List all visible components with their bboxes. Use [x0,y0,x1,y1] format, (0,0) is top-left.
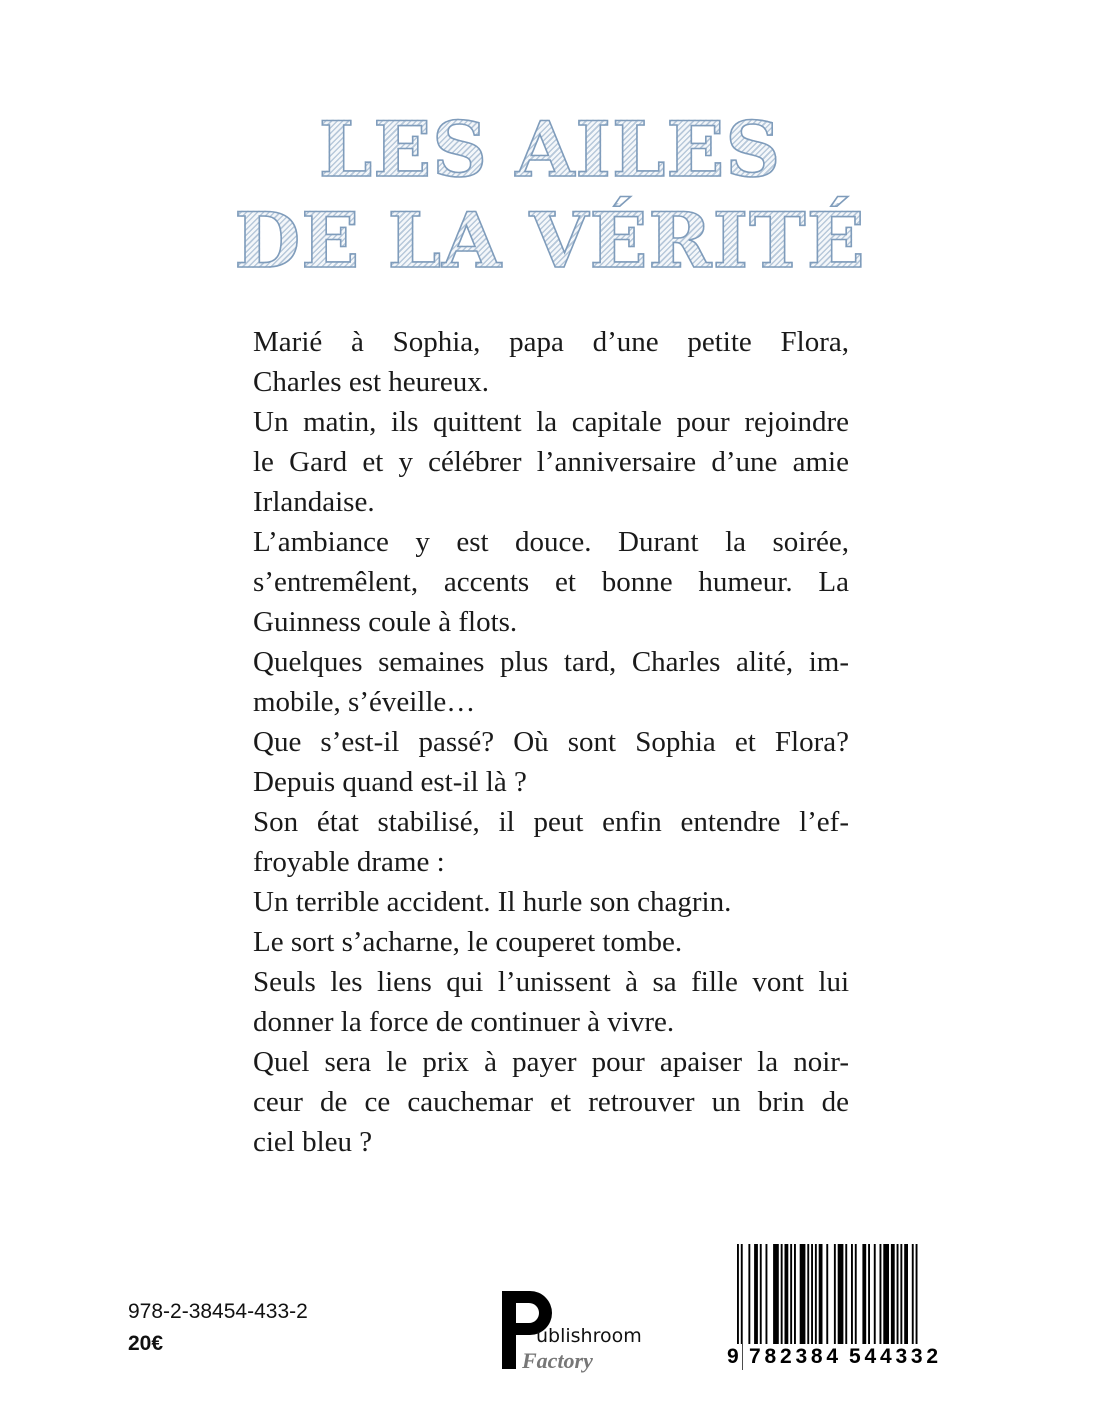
logo-name: ublishroom [536,1325,642,1347]
barcode-bar [838,1244,844,1344]
barcode-bar [766,1244,768,1344]
blurb-line: Un terrible accident. Il hurle son chagrin. [253,886,732,918]
blurb-line: ceur de ce cauchemar et retrouver un brin de [253,1086,849,1118]
blurb-line: Quel sera le prix à payer pour apaiser la noir- [253,1046,849,1078]
blurb-line: Marié à Sophia, papa d’une petite Flora, [253,326,849,358]
book-title-line-1: LES AILES [0,112,1100,188]
book-title-line-2: DE LA VÉRITÉ [0,203,1100,279]
barcode-bar [748,1244,750,1344]
barcode-bar [754,1244,758,1344]
blurb-line: Irlandaise. [253,486,375,518]
blurb-line: Que s’est-il passé? Où sont Sophia et Flora? [253,726,849,758]
logo-sub: Factory [522,1348,593,1373]
barcode-bar [794,1244,796,1344]
barcode-bar [891,1244,895,1344]
barcode-bar [868,1244,870,1344]
barcode-bar [807,1244,809,1344]
barcode-bar [855,1244,857,1344]
barcode-bar [781,1244,783,1344]
barcode-right-group: 544332 [849,1345,942,1368]
blurb-line: le Gard et y célébrer l’anniversaire d’une amie [253,446,849,478]
barcode-left-group: 782384 [749,1345,842,1368]
isbn-number: 978-2-38454-433-2 [128,1300,308,1323]
blurb-line: Seuls les liens qui l’unissent à sa fille vont lui [253,966,849,998]
blurb-line: donner la force de continuer à vivre. [253,1006,675,1038]
blurb-line: Guinness coule à flots. [253,606,518,638]
blurb-line: Charles est heureux. [253,366,489,398]
blurb-line: froyable drame : [253,846,445,878]
blurb-line: L’ambiance y est douce. Durant la soirée, [253,526,849,558]
barcode-bar [760,1244,762,1344]
publisher-logo [500,1285,640,1380]
barcode-bar [834,1244,836,1344]
barcode-bar [811,1244,813,1344]
blurb-line: ciel bleu ? [253,1126,373,1158]
barcode-bar [897,1244,899,1344]
blurb-line: mobile, s’éveille… [253,686,476,718]
barcode-bar [815,1244,817,1344]
barcode-bar [845,1244,847,1344]
back-cover-blurb [253,322,849,1162]
blurb-line: Son état stabilisé, il peut enfin entendre l’ef- [253,806,849,838]
blurb-line: Le sort s’acharne, le couperet tombe. [253,926,683,958]
barcode-bar [874,1244,876,1344]
barcode-bar [912,1244,914,1344]
isbn-barcode [727,1240,950,1380]
barcode-bar [883,1244,889,1344]
barcode-bar [800,1244,806,1344]
barcode-bar [851,1244,853,1344]
blurb-line: Un matin, ils quittent la capitale pour rejoindre [253,406,849,438]
barcode-first-digit: 9 [727,1345,743,1368]
barcode-bar [904,1244,908,1344]
blurb-line: Depuis quand est-il là ? [253,766,527,798]
barcode-bar [785,1244,789,1344]
barcode-bar [790,1244,792,1344]
barcode-bar [880,1244,882,1344]
barcode-bar [862,1244,866,1344]
blurb-line: s’entremêlent, accents et bonne humeur. La [253,566,849,598]
price: 20€ [128,1332,164,1355]
barcode-bar [773,1244,779,1344]
blurb-line: Quelques semaines plus tard, Charles alité, im- [253,646,849,678]
barcode-bar [900,1244,902,1344]
